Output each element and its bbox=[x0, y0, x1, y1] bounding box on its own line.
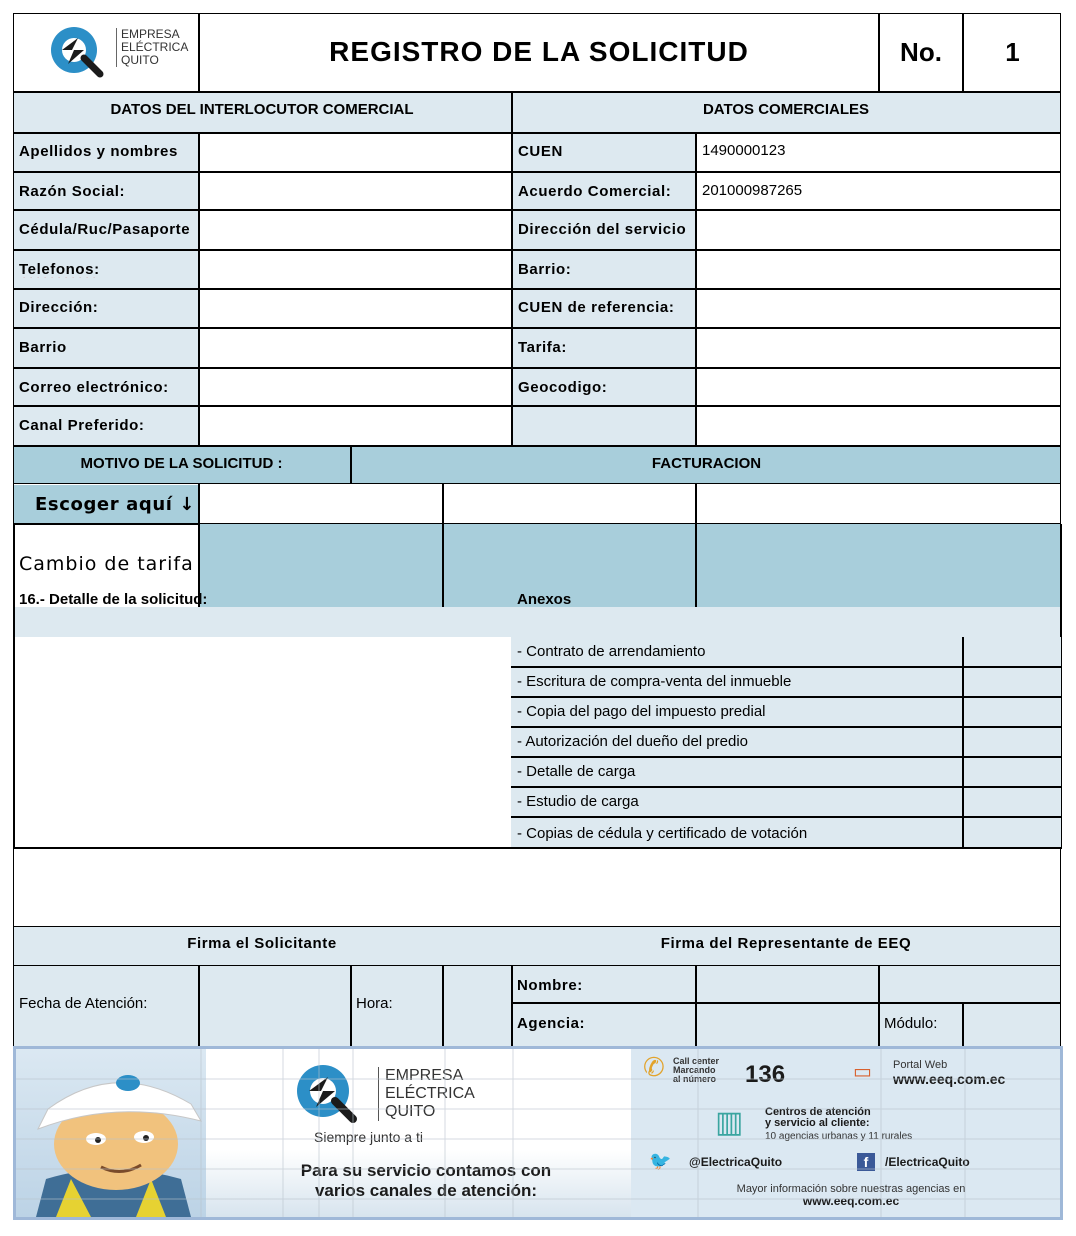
input-geocodigo[interactable] bbox=[702, 379, 1052, 399]
banner-slogan: Siempre junto a ti bbox=[314, 1129, 423, 1145]
eeq-banner bbox=[13, 1046, 1063, 1220]
label-agencia: Agencia: bbox=[517, 1015, 586, 1032]
section-facturacion: FACTURACION bbox=[651, 455, 762, 472]
label-nombre: Nombre: bbox=[517, 977, 583, 994]
anexo-check[interactable] bbox=[964, 637, 1060, 666]
input-correo[interactable] bbox=[204, 379, 504, 399]
centros-title: Centros de atención y servicio al cliente: bbox=[765, 1106, 871, 1129]
phone-icon: ✆ bbox=[643, 1053, 665, 1083]
input-barrio-servicio[interactable] bbox=[702, 261, 1052, 281]
callcenter-number: 136 bbox=[745, 1061, 786, 1088]
input-hora[interactable] bbox=[444, 968, 510, 1046]
section-interlocutor: DATOS DEL INTERLOCUTOR COMERCIAL bbox=[110, 101, 414, 118]
anexo-check[interactable] bbox=[964, 757, 1060, 786]
anexo-item: - Detalle de carga bbox=[517, 763, 636, 780]
anexo-item: - Estudio de carga bbox=[517, 793, 639, 810]
label-tarifa: Tarifa: bbox=[518, 339, 567, 356]
label-telefonos: Telefonos: bbox=[19, 261, 100, 278]
more-info: Mayor información sobre nuestras agencias en bbox=[736, 1183, 966, 1195]
label-apellidos: Apellidos y nombres bbox=[19, 143, 178, 160]
label-direccion-servicio: Dirección del servicio bbox=[518, 221, 687, 238]
input-cuen[interactable]: 1490000123 bbox=[702, 142, 786, 159]
label-barrio-servicio: Barrio: bbox=[518, 261, 572, 278]
portal-label: Portal Web bbox=[893, 1059, 948, 1071]
anexo-item: - Contrato de arrendamiento bbox=[517, 643, 706, 660]
section-motivo: MOTIVO DE LA SOLICITUD : bbox=[80, 455, 283, 472]
input-agencia[interactable] bbox=[697, 1004, 877, 1046]
twitter-icon: 🐦 bbox=[649, 1151, 672, 1172]
motivo-selected-value[interactable]: Cambio de tarifa bbox=[19, 553, 194, 575]
eeq-logo-text: EMPRESA ELÉCTRICA QUITO bbox=[116, 28, 188, 67]
input-tarifa[interactable] bbox=[702, 339, 1052, 359]
eeq-logo-icon bbox=[48, 24, 110, 78]
facebook-handle: /ElectricaQuito bbox=[885, 1155, 970, 1169]
anexo-check[interactable] bbox=[964, 697, 1060, 726]
twitter-handle: @ElectricaQuito bbox=[689, 1155, 783, 1169]
input-acuerdo[interactable]: 201000987265 bbox=[702, 182, 803, 199]
no-value: 1 bbox=[1005, 37, 1020, 67]
input-razon-social[interactable] bbox=[204, 183, 504, 203]
label-acuerdo: Acuerdo Comercial: bbox=[518, 183, 672, 200]
more-url: www.eeq.com.ec bbox=[802, 1194, 900, 1208]
banner-channels-text: Para su servicio contamos con varios canales de atención: bbox=[300, 1161, 552, 1200]
input-fecha-atencion[interactable] bbox=[200, 968, 349, 1046]
anexo-check[interactable] bbox=[964, 817, 1060, 847]
label-hora: Hora: bbox=[356, 995, 393, 1012]
label-canal: Canal Preferido: bbox=[19, 417, 145, 434]
label-direccion: Dirección: bbox=[19, 299, 99, 316]
building-icon: ▥ bbox=[715, 1105, 744, 1140]
label-razon-social: Razón Social: bbox=[19, 183, 126, 200]
label-cuen-referencia: CUEN de referencia: bbox=[518, 299, 675, 316]
input-nombre[interactable] bbox=[697, 968, 1059, 1001]
anexo-item: - Copia del pago del impuesto predial bbox=[517, 703, 766, 720]
label-barrio: Barrio bbox=[19, 339, 67, 356]
anexo-item: - Copias de cédula y certificado de votación bbox=[517, 825, 808, 842]
label-cedula: Cédula/Ruc/Pasaporte bbox=[19, 221, 191, 238]
input-cuen-referencia[interactable] bbox=[702, 299, 1052, 319]
callcenter-label: Call center Marcando al número bbox=[673, 1056, 720, 1084]
input-telefonos[interactable] bbox=[204, 261, 504, 281]
section-comerciales: DATOS COMERCIALES bbox=[702, 101, 870, 118]
banner-brand-text: EMPRESA ELÉCTRICA QUITO bbox=[378, 1067, 498, 1121]
firma-representante: Firma del Representante de EEQ bbox=[660, 935, 912, 952]
anexo-item: - Escritura de compra-venta del inmueble bbox=[517, 673, 792, 690]
facebook-icon: f bbox=[857, 1153, 875, 1171]
anexo-item: - Autorización del dueño del predio bbox=[517, 733, 748, 750]
input-apellidos[interactable] bbox=[204, 143, 504, 163]
no-label: No. bbox=[900, 37, 942, 67]
centros-sub: 10 agencias urbanas y 11 rurales bbox=[765, 1131, 913, 1142]
anexo-check[interactable] bbox=[964, 727, 1060, 756]
anexo-check[interactable] bbox=[964, 787, 1060, 816]
motivo-dropdown-label: Escoger aquí ↓ bbox=[35, 494, 196, 515]
banner-grid-overlay bbox=[16, 1049, 1060, 1217]
section-anexos: Anexos bbox=[517, 592, 572, 607]
firma-solicitante: Firma el Solicitante bbox=[187, 935, 337, 952]
section-detalle: 16.- Detalle de la solicitud: bbox=[19, 592, 208, 607]
laptop-icon: ▭ bbox=[853, 1059, 872, 1083]
input-canal[interactable] bbox=[204, 417, 504, 437]
label-modulo: Módulo: bbox=[884, 1015, 938, 1032]
page-title: REGISTRO DE LA SOLICITUD bbox=[329, 36, 749, 67]
input-modulo[interactable] bbox=[964, 1004, 1059, 1046]
detalle-textarea[interactable] bbox=[15, 637, 511, 848]
label-geocodigo: Geocodigo: bbox=[518, 379, 608, 396]
input-direccion-servicio[interactable] bbox=[702, 221, 1052, 241]
input-direccion[interactable] bbox=[204, 299, 504, 319]
input-cedula[interactable] bbox=[204, 221, 504, 241]
label-fecha-atencion: Fecha de Atención: bbox=[19, 995, 148, 1012]
portal-url: www.eeq.com.ec bbox=[893, 1071, 1006, 1087]
anexo-check[interactable] bbox=[964, 667, 1060, 696]
label-cuen: CUEN bbox=[518, 143, 563, 160]
signature-area[interactable] bbox=[13, 848, 1061, 926]
label-correo: Correo electrónico: bbox=[19, 379, 169, 396]
eeq-logo bbox=[48, 24, 188, 78]
input-barrio[interactable] bbox=[204, 339, 504, 359]
